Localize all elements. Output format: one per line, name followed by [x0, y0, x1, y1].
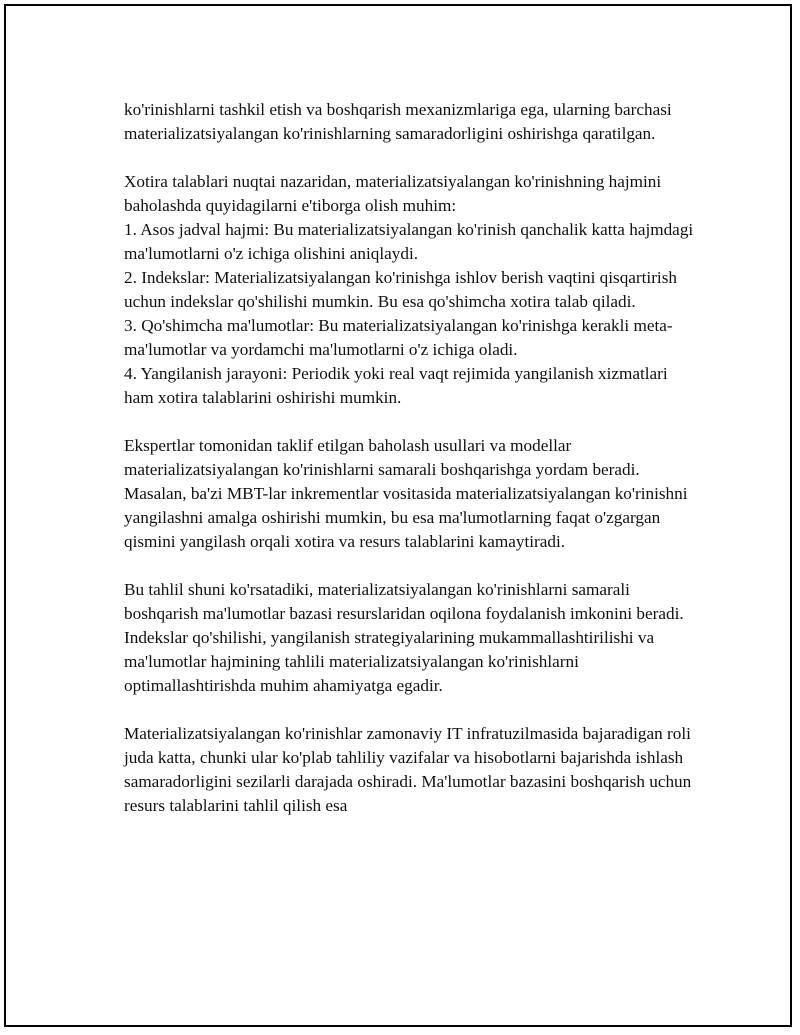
list-item-refresh-process: 4. Yangilanish jarayoni: Periodik yoki real vaqt rejimida yangilanish xizmatlari ham xotira talablarini oshirishi mumkin.: [124, 364, 668, 407]
list-item-base-table-size: 1. Asos jadval hajmi: Bu materializatsiyalangan ko'rinish qanchalik katta hajmdagi ma'lumotlarni o'z ichiga olishini aniqlaydi.: [124, 220, 694, 263]
paragraph-analysis-summary: Bu tahlil shuni ko'rsatadiki, materializatsiyalangan ko'rinishlarni samarali boshqarish ma'lumotlar bazasi resurslaridan oqilona foydalanish imkonini beradi. Indekslar qo'shilishi, yangilanish strategiyalarining mukammallashtirilishi va ma'lumotlar hajmining tahlili materializatsiyalangan ko'rinishlarni optimallashtirishda muhim ahamiyatga egadir.: [124, 580, 684, 695]
page-frame: [4, 4, 792, 1027]
paragraph-it-infrastructure: Materializatsiyalangan ko'rinishlar zamonaviy IT infratuzilmasida bajaradigan roli juda katta, chunki ular ko'plab tahliliy vazifalar va hisobotlarni bajarishda ishlash samaradorligini sezilarli darajada oshiradi. Ma'lumotlar bazasini boshqarish uchun resurs talablarini tahlil qilish esa: [124, 724, 692, 815]
paragraph-memory-requirements: Xotira talablari nuqtai nazaridan, materializatsiyalangan ko'rinishning hajmini baholashda quyidagilarni e'tiborga olish muhim:: [124, 172, 662, 215]
paragraph-expert-methods: Ekspertlar tomonidan taklif etilgan baholash usullari va modellar materializatsiyalangan ko'rinishlarni samarali boshqarishga yordam beradi. Masalan, ba'zi MBT-lar inkrementlar vositasida materializatsiyalangan ko'rinishni yangilashni amalga oshirishi mumkin, bu esa ma'lumotlarning faqat o'zgargan qismini yangilash orqali xotira va resurs talablarini kamaytiradi.: [124, 436, 688, 551]
list-item-indexes: 2. Indekslar: Materializatsiyalangan ko'rinishga ishlov berish vaqtini qisqartirish uchun indekslar qo'shilishi mumkin. Bu esa qo'shimcha xotira talab qiladi.: [124, 268, 677, 311]
page-body: [124, 98, 694, 842]
paragraph-intro-continuation: ko'rinishlarni tashkil etish va boshqarish mexanizmlariga ega, ularning barchasi materializatsiyalangan ko'rinishlarning samaradorligini oshirishga qaratilgan.: [124, 100, 672, 143]
list-item-additional-data: 3. Qo'shimcha ma'lumotlar: Bu materializatsiyalangan ko'rinishga kerakli meta-ma'lumotlar va yordamchi ma'lumotlarni o'z ichiga oladi.: [124, 316, 673, 359]
